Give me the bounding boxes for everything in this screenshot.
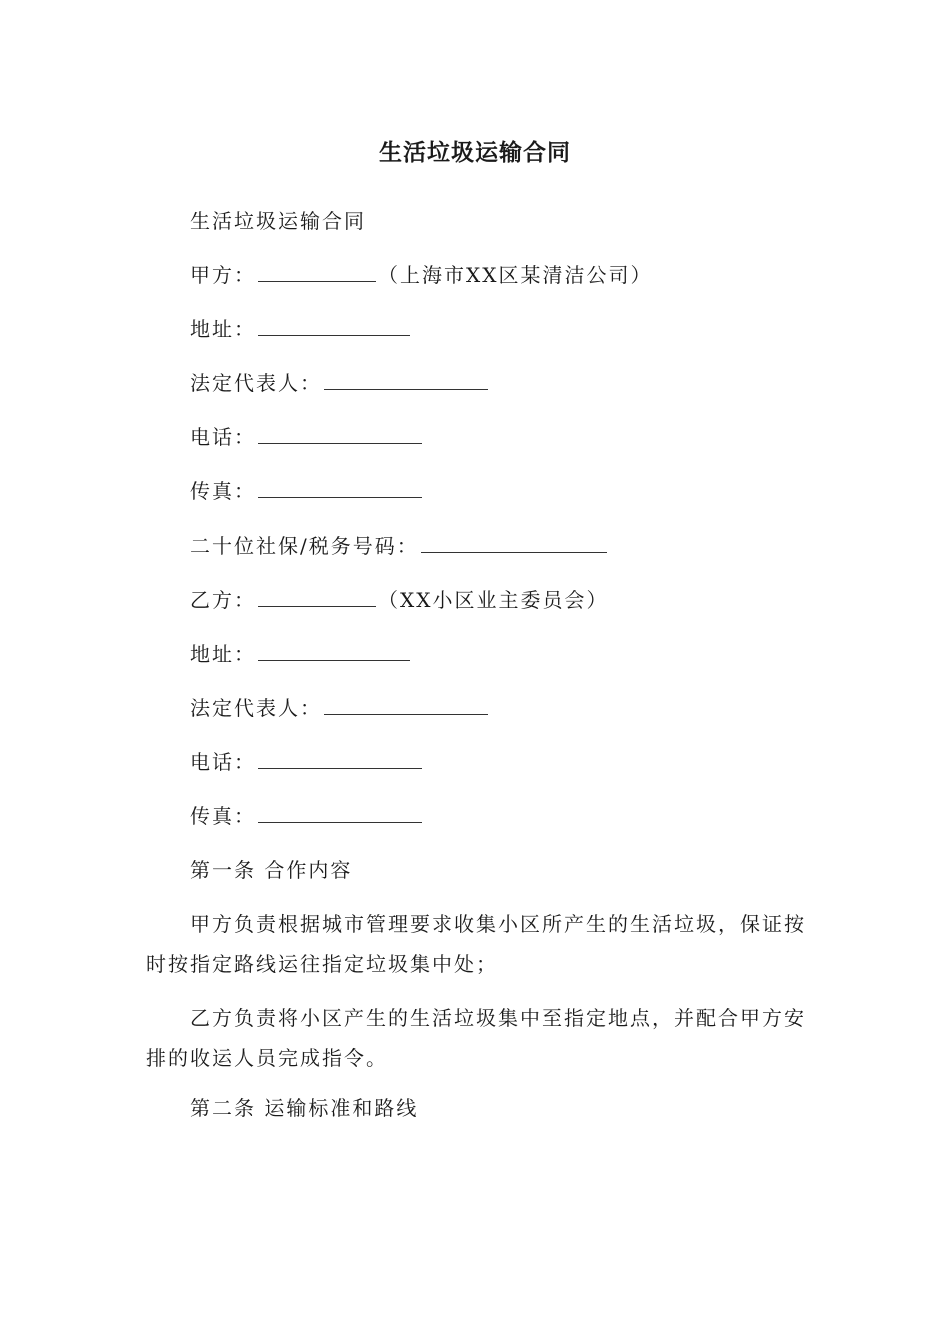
- party-a-address-label: 地址：: [190, 317, 256, 341]
- party-a-fax-blank: [258, 479, 422, 498]
- document-title: 生活垃圾运输合同: [379, 140, 571, 166]
- party-b-address-line: [190, 641, 412, 667]
- party-a-tax-label: 二十位社保/税务号码：: [190, 534, 419, 558]
- party-a-rep-line: [190, 370, 490, 396]
- party-a-fax-label: 传真：: [190, 479, 256, 503]
- party-b-blank: [258, 588, 376, 607]
- party-b-address-label: 地址：: [190, 642, 256, 666]
- article-1-heading: 第一条 合作内容: [190, 858, 353, 882]
- party-b-label: 乙方：: [190, 588, 256, 612]
- party-b-fax-line: [190, 803, 424, 829]
- document-subtitle: 生活垃圾运输合同: [190, 209, 366, 233]
- party-a-phone-line: [190, 424, 424, 450]
- party-a-tax-line: [190, 533, 609, 559]
- party-b-fax-label: 传真：: [190, 804, 256, 828]
- party-a-address-blank: [258, 317, 410, 336]
- party-a-line: [190, 262, 652, 288]
- party-b-phone-line: [190, 749, 424, 775]
- party-b-phone-blank: [258, 750, 422, 769]
- party-a-rep-label: 法定代表人：: [190, 371, 322, 395]
- party-b-address-blank: [258, 642, 410, 661]
- party-b-rep-line: [190, 695, 490, 721]
- party-a-note: （上海市XX区某清洁公司）: [378, 263, 653, 287]
- party-a-phone-label: 电话：: [190, 425, 256, 449]
- party-a-blank: [258, 263, 376, 282]
- article-2-heading: 第二条 运输标准和路线: [190, 1096, 419, 1120]
- party-b-note: （XX小区业主委员会）: [378, 588, 609, 612]
- party-a-phone-blank: [258, 425, 422, 444]
- party-b-rep-label: 法定代表人：: [190, 696, 322, 720]
- party-b-fax-blank: [258, 804, 422, 823]
- article-1-paragraph-1: 甲方负责根据城市管理要求收集小区所产生的生活垃圾，保证按时按指定路线运往指定垃圾集中处；: [146, 912, 806, 976]
- party-b-rep-blank: [324, 696, 488, 715]
- party-a-tax-blank: [421, 534, 607, 553]
- party-a-rep-blank: [324, 371, 488, 390]
- article-1-paragraph-2: 乙方负责将小区产生的生活垃圾集中至指定地点，并配合甲方安排的收运人员完成指令。: [146, 1006, 806, 1070]
- party-b-phone-label: 电话：: [190, 750, 256, 774]
- party-a-address-line: [190, 316, 412, 342]
- party-b-line: [190, 587, 608, 613]
- party-a-label: 甲方：: [190, 263, 256, 287]
- party-a-fax-line: [190, 478, 424, 504]
